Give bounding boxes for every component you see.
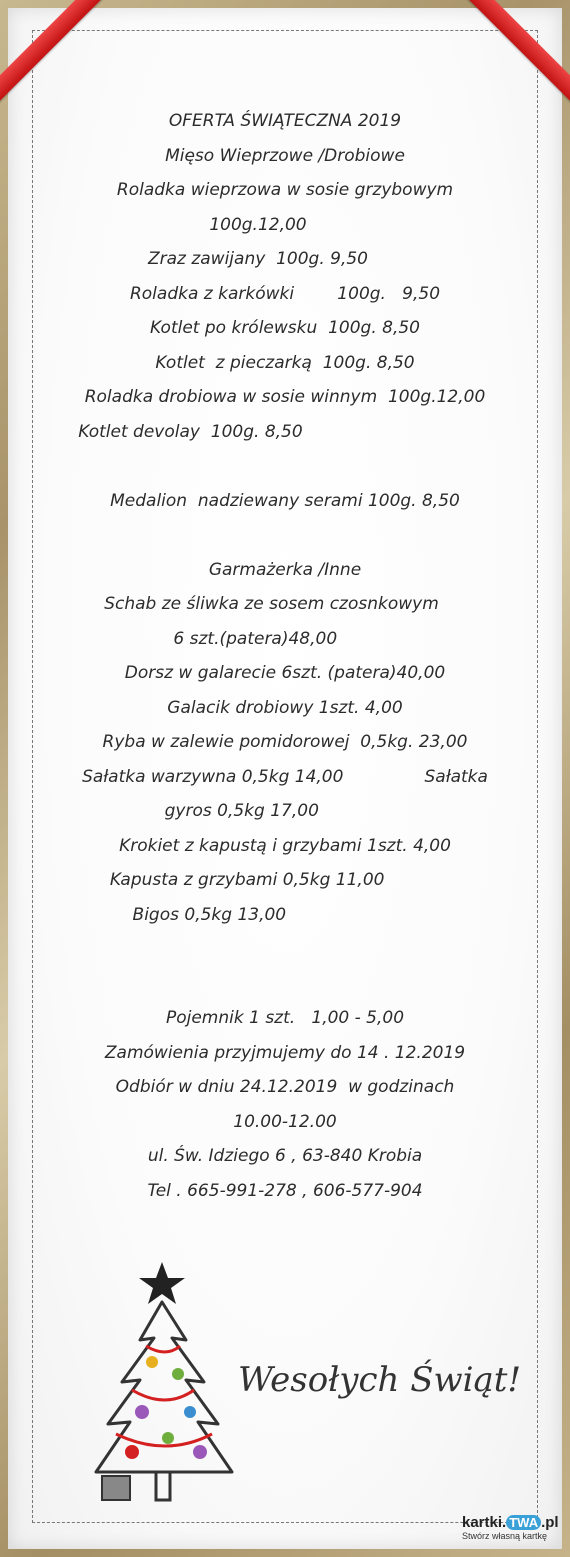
logo-tagline: Stwórz własną kartkę (462, 1531, 548, 1541)
tree-trunk (156, 1472, 170, 1500)
offer-line: Bigos 0,5kg 13,00 (132, 904, 438, 925)
ornament-icon (125, 1445, 139, 1459)
offer-line: Galacik drobiowy 1szt. 4,00 (167, 697, 403, 718)
logo-brand (462, 1514, 566, 1531)
offer-line: Krokiet z kapustą i grzybami 1szt. 4,00 (119, 835, 451, 856)
offer-line (26, 932, 544, 967)
offer-line: Zraz zawijany 100g. 9,50 (147, 249, 423, 269)
greeting-text: Wesołych Świąt! (238, 1360, 522, 1400)
offer-line: Dorsz w galarecie 6szt. (patera)40,00 (124, 663, 446, 683)
offer-line (26, 449, 544, 484)
offer-line: Ryba w zalewie pomidorowej 0,5kg. 23,00 (102, 732, 468, 752)
offer-line: Kotlet po królewsku 100g. 8,50 (150, 318, 420, 338)
offer-line: Kotlet z pieczarką 100g. 8,50 (155, 352, 415, 373)
offer-line: Roladka wieprzowa w sosie grzybowym (116, 180, 454, 200)
offer-line: Sałatka warzywna 0,5kg 14,00 Sałatka (82, 766, 488, 787)
offer-line: Kapusta z grzybami 0,5kg 11,00 (109, 870, 461, 890)
ornament-icon (135, 1405, 149, 1419)
offer-text (26, 104, 544, 1208)
ornament-icon (193, 1445, 207, 1459)
offer-line: Pojemnik 1 szt. 1,00 - 5,00 (165, 1008, 405, 1028)
offer-line (26, 518, 544, 553)
offer-line: Roladka z karkówki 100g. 9,50 (129, 283, 441, 304)
offer-line (26, 967, 544, 1002)
offer-line: Garmażerka /Inne (208, 559, 362, 580)
ornament-icon (172, 1368, 184, 1380)
ornament-icon (146, 1356, 158, 1368)
offer-line: Medalion nadziewany serami 100g. 8,50 (110, 490, 460, 511)
offer-line: 100g.12,00 (209, 214, 361, 235)
logo-badge: TWA (506, 1515, 541, 1530)
ornament-icon (162, 1432, 174, 1444)
offer-line: Odbiór w dniu 24.12.2019 w godzinach (115, 1077, 455, 1097)
offer-line: gyros 0,5kg 17,00 (164, 801, 406, 821)
offer-line: Tel . 665-991-278 , 606-577-904 (147, 1180, 423, 1201)
offer-line: Schab ze śliwka ze sosem czosnkowym (104, 594, 466, 614)
logo-brand-right: .pl (541, 1514, 559, 1531)
gift-box-icon (102, 1476, 130, 1500)
logo-brand-left: kartki. (462, 1514, 507, 1531)
offer-line: 10.00-12.00 (233, 1111, 337, 1132)
offer-line: Zamówienia przyjmujemy do 14 . 12.2019 (104, 1042, 466, 1063)
offer-line: OFERTA ŚWIĄTECZNA 2019 (168, 111, 402, 131)
christmas-tree-icon (82, 1262, 252, 1512)
star-icon (139, 1262, 185, 1304)
site-logo[interactable] (462, 1514, 566, 1554)
offer-line: 6 szt.(patera)48,00 (173, 628, 397, 649)
ornament-icon (184, 1406, 196, 1418)
offer-line: Kotlet devolay 100g. 8,50 (78, 421, 492, 442)
offer-line: ul. Św. Idziego 6 , 63-840 Krobia (147, 1146, 423, 1166)
offer-line: Roladka drobiowa w sosie winnym 100g.12,00 (84, 387, 486, 407)
offer-line: Mięso Wieprzowe /Drobiowe (165, 145, 405, 166)
